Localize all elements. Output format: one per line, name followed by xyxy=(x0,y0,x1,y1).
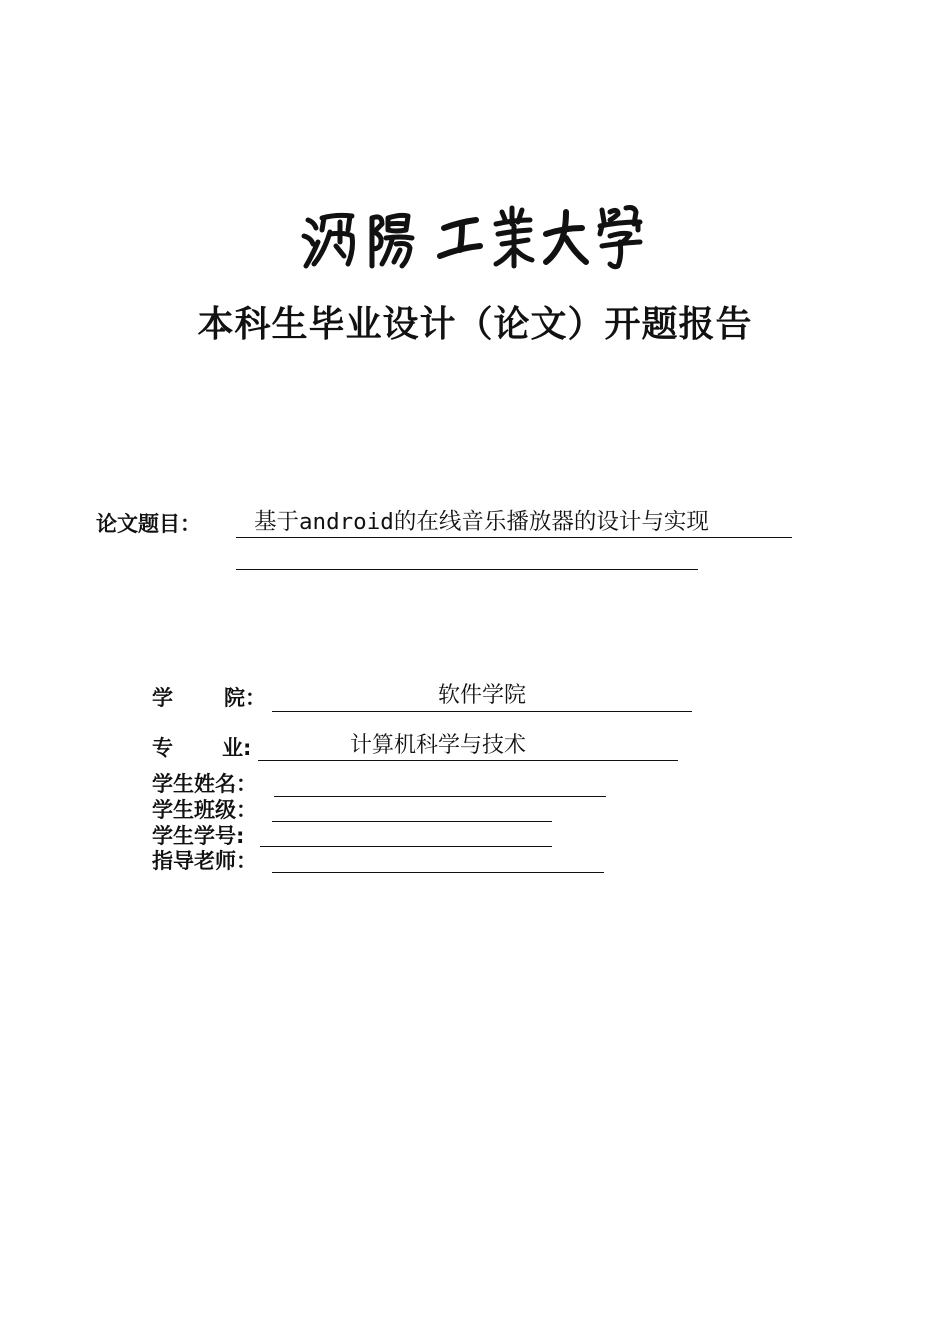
major-value: 计算机科学与技术 xyxy=(349,733,526,758)
advisor-label: 指导老师： xyxy=(152,849,257,873)
major-label-end: 业: xyxy=(222,736,252,760)
university-logo xyxy=(300,202,650,274)
topic-label: 论文题目： xyxy=(96,512,201,536)
report-title: 本科生毕业设计（论文）开题报告 xyxy=(197,304,753,345)
student-name-label: 学生姓名： xyxy=(152,772,257,796)
college-label-start: 学 xyxy=(152,686,173,710)
advisor-underline xyxy=(272,872,604,873)
major-label-start: 专 xyxy=(152,736,173,760)
student-class-label: 学生班级： xyxy=(152,798,257,822)
student-name-underline xyxy=(274,796,606,797)
topic-underline-continued xyxy=(236,569,698,570)
college-label-end: 院： xyxy=(224,686,266,710)
student-id-underline xyxy=(260,846,552,847)
college-value: 软件学院 xyxy=(437,683,526,708)
major-underline xyxy=(258,760,678,761)
student-id-label: 学生学号: xyxy=(152,824,245,848)
student-class-underline xyxy=(272,821,552,822)
topic-value: 基于android的在线音乐播放器的设计与实现 xyxy=(254,509,709,535)
college-underline xyxy=(272,711,692,712)
topic-underline xyxy=(236,537,792,538)
